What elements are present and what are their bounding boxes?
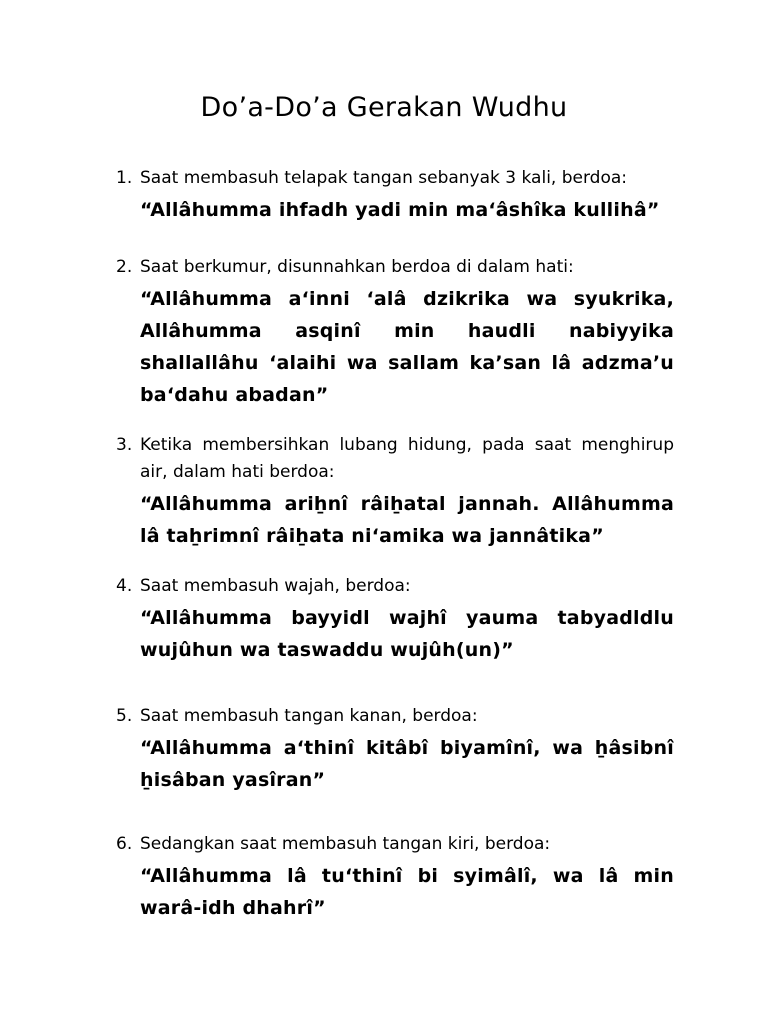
item-prayer: “Allâhumma a‘inni ‘alâ dzikrika wa syukrika, Allâhumma asqinî min haudli nabiyyika shallallâhu ‘alaihi wa sallam ka’san lâ adzma’u ba‘dahu abadan” bbox=[140, 288, 674, 406]
item-number: 1. bbox=[116, 168, 133, 188]
item-prayer: “Allâhumma bayyidl wajhî yauma tabyadldlu wujûhun wa taswaddu wujûh(un)” bbox=[140, 607, 674, 661]
item-intro: Saat membasuh telapak tangan sebanyak 3 kali, berdoa: bbox=[140, 168, 627, 188]
item-intro: Saat berkumur, disunnahkan berdoa di dalam hati: bbox=[140, 257, 574, 277]
item-intro: Ketika membersihkan lubang hidung, pada saat menghirup air, dalam hati berdoa: bbox=[140, 435, 674, 482]
item-number: 6. bbox=[116, 834, 133, 854]
list-item-5 bbox=[118, 703, 674, 796]
item-number: 2. bbox=[116, 257, 133, 277]
item-intro: Sedangkan saat membasuh tangan kiri, berdoa: bbox=[140, 834, 551, 854]
list-item-1 bbox=[118, 165, 674, 226]
item-number: 4. bbox=[116, 576, 133, 596]
document-title: Do’a-Do’a Gerakan Wudhu bbox=[200, 92, 568, 123]
item-prayer: “Allâhumma a‘thinî kitâbî biyamînî, wa ẖâsibnî ẖisâban yasîran” bbox=[140, 737, 674, 791]
item-prayer: “Allâhumma ihfadh yadi min ma‘âshîka kullihâ” bbox=[140, 199, 660, 221]
item-intro: Saat membasuh wajah, berdoa: bbox=[140, 576, 411, 596]
list-item-6 bbox=[118, 831, 674, 924]
item-number: 3. bbox=[116, 435, 133, 455]
list-item-3 bbox=[118, 432, 674, 552]
list-item-4 bbox=[118, 573, 674, 666]
item-intro: Saat membasuh tangan kanan, berdoa: bbox=[140, 706, 478, 726]
item-prayer: “Allâhumma lâ tu‘thinî bi syimâlî, wa lâ min warâ-idh dhahrî” bbox=[140, 865, 674, 919]
item-prayer: “Allâhumma ariẖnî râiẖatal jannah. Allâhumma lâ taẖrimnî râiẖata ni‘amika wa jannâtika” bbox=[140, 493, 674, 547]
list-item-2 bbox=[118, 254, 674, 411]
item-number: 5. bbox=[116, 706, 133, 726]
